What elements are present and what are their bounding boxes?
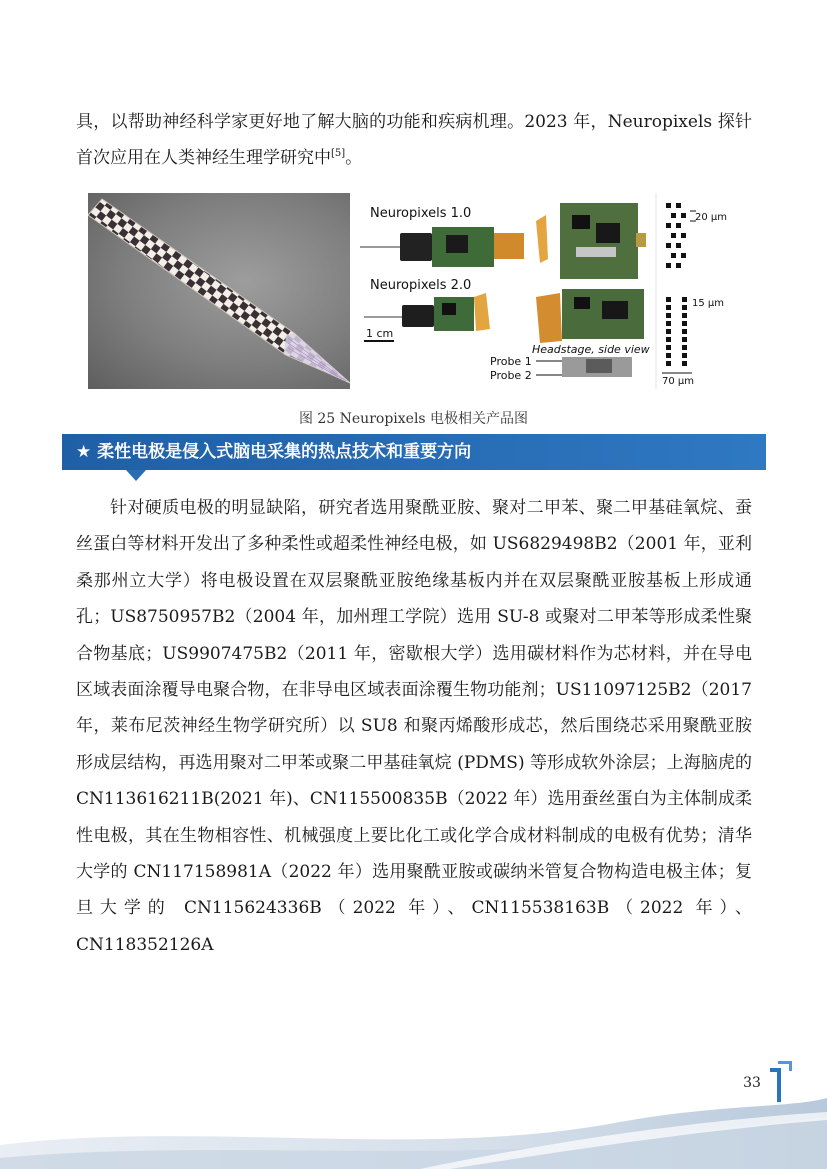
electrode-layout-np1 — [666, 203, 686, 268]
corner-decoration — [770, 1068, 781, 1102]
pitch-15um: 15 μm — [692, 298, 725, 309]
figure-caption: 图 25 Neuropixels 电极相关产品图 — [298, 411, 529, 427]
footer-wave-decoration — [0, 1050, 827, 1169]
figure-neuropixels — [88, 193, 739, 389]
electrode-layout-np2 — [666, 297, 687, 366]
label-headstage: Headstage, side view — [532, 343, 650, 356]
neuropixels-schematic — [350, 193, 739, 389]
section-banner — [62, 434, 766, 470]
intro-paragraph: 具，以帮助神经科学家更好地了解大脑的功能和疾病机理。2023 年，Neuropixels 探针首次应用在人类神经生理学研究中[5]。 — [76, 112, 752, 169]
label-np1: Neuropixels 1.0 — [370, 206, 472, 221]
probe-shank-image — [88, 193, 350, 389]
section-title: 柔性电极是侵入式脑电采集的热点技术和重要方向 — [97, 442, 472, 462]
scale-1cm: 1 cm — [366, 327, 394, 340]
banner-pointer — [126, 470, 146, 481]
page-number: 33 — [743, 1075, 761, 1091]
neuropixels-diagram — [350, 193, 739, 389]
width-70um: 70 μm — [662, 376, 695, 387]
probe-photo — [88, 193, 350, 389]
star-icon: ★ — [76, 442, 92, 462]
label-probe1: Probe 1 — [490, 355, 532, 368]
body-paragraph: 针对硬质电极的明显缺陷，研究者选用聚酰亚胺、聚对二甲苯、聚二甲基硅氧烷、蚕丝蛋白等材料开发出了多种柔性或超柔性神经电极，如 US6829498B2（2001 年，亚利桑那州立大学）将电极设置在双层聚酰亚胺绝缘基板内并在双层聚酰亚胺基板上形成通孔；US8750957B2（2004 年，加州理工学院）选用 SU-8 或聚对二甲苯等形成柔性聚合物基底；US9907475B2（2011 年，密歇根大学）选用碳材料作为芯材料，并在导电区域表面涂覆导电聚合物，在非导电区域表面涂覆生物功能剂；US11097125B2（2017 年，莱布尼茨神经生物学研究所）以 SU8 和聚丙烯酸形成芯，然后围绕芯采用聚酰亚胺形成层结构，再选用聚对二甲苯或聚二甲基硅氧烷 (PDMS) 等形成软外涂层；上海脑虎的 CN113616211B(2021 年)、CN115500835B（2022 年）选用蚕丝蛋白为主体制成柔性电极，其在生物相容性、机械强度上要比化工或化学合成材料制成的电极有优势；清华大学的 CN117158981A（2022 年）选用聚酰亚胺或碳纳米管复合物构造电极主体；复旦大学的 CN115624336B（2022 年）、CN115538163B（2022 年）、CN118352126A — [76, 498, 752, 955]
pitch-20um: 20 μm — [695, 212, 728, 223]
label-np2: Neuropixels 2.0 — [370, 278, 472, 293]
label-probe2: Probe 2 — [490, 369, 532, 382]
citation-ref[interactable]: [5] — [331, 148, 346, 160]
